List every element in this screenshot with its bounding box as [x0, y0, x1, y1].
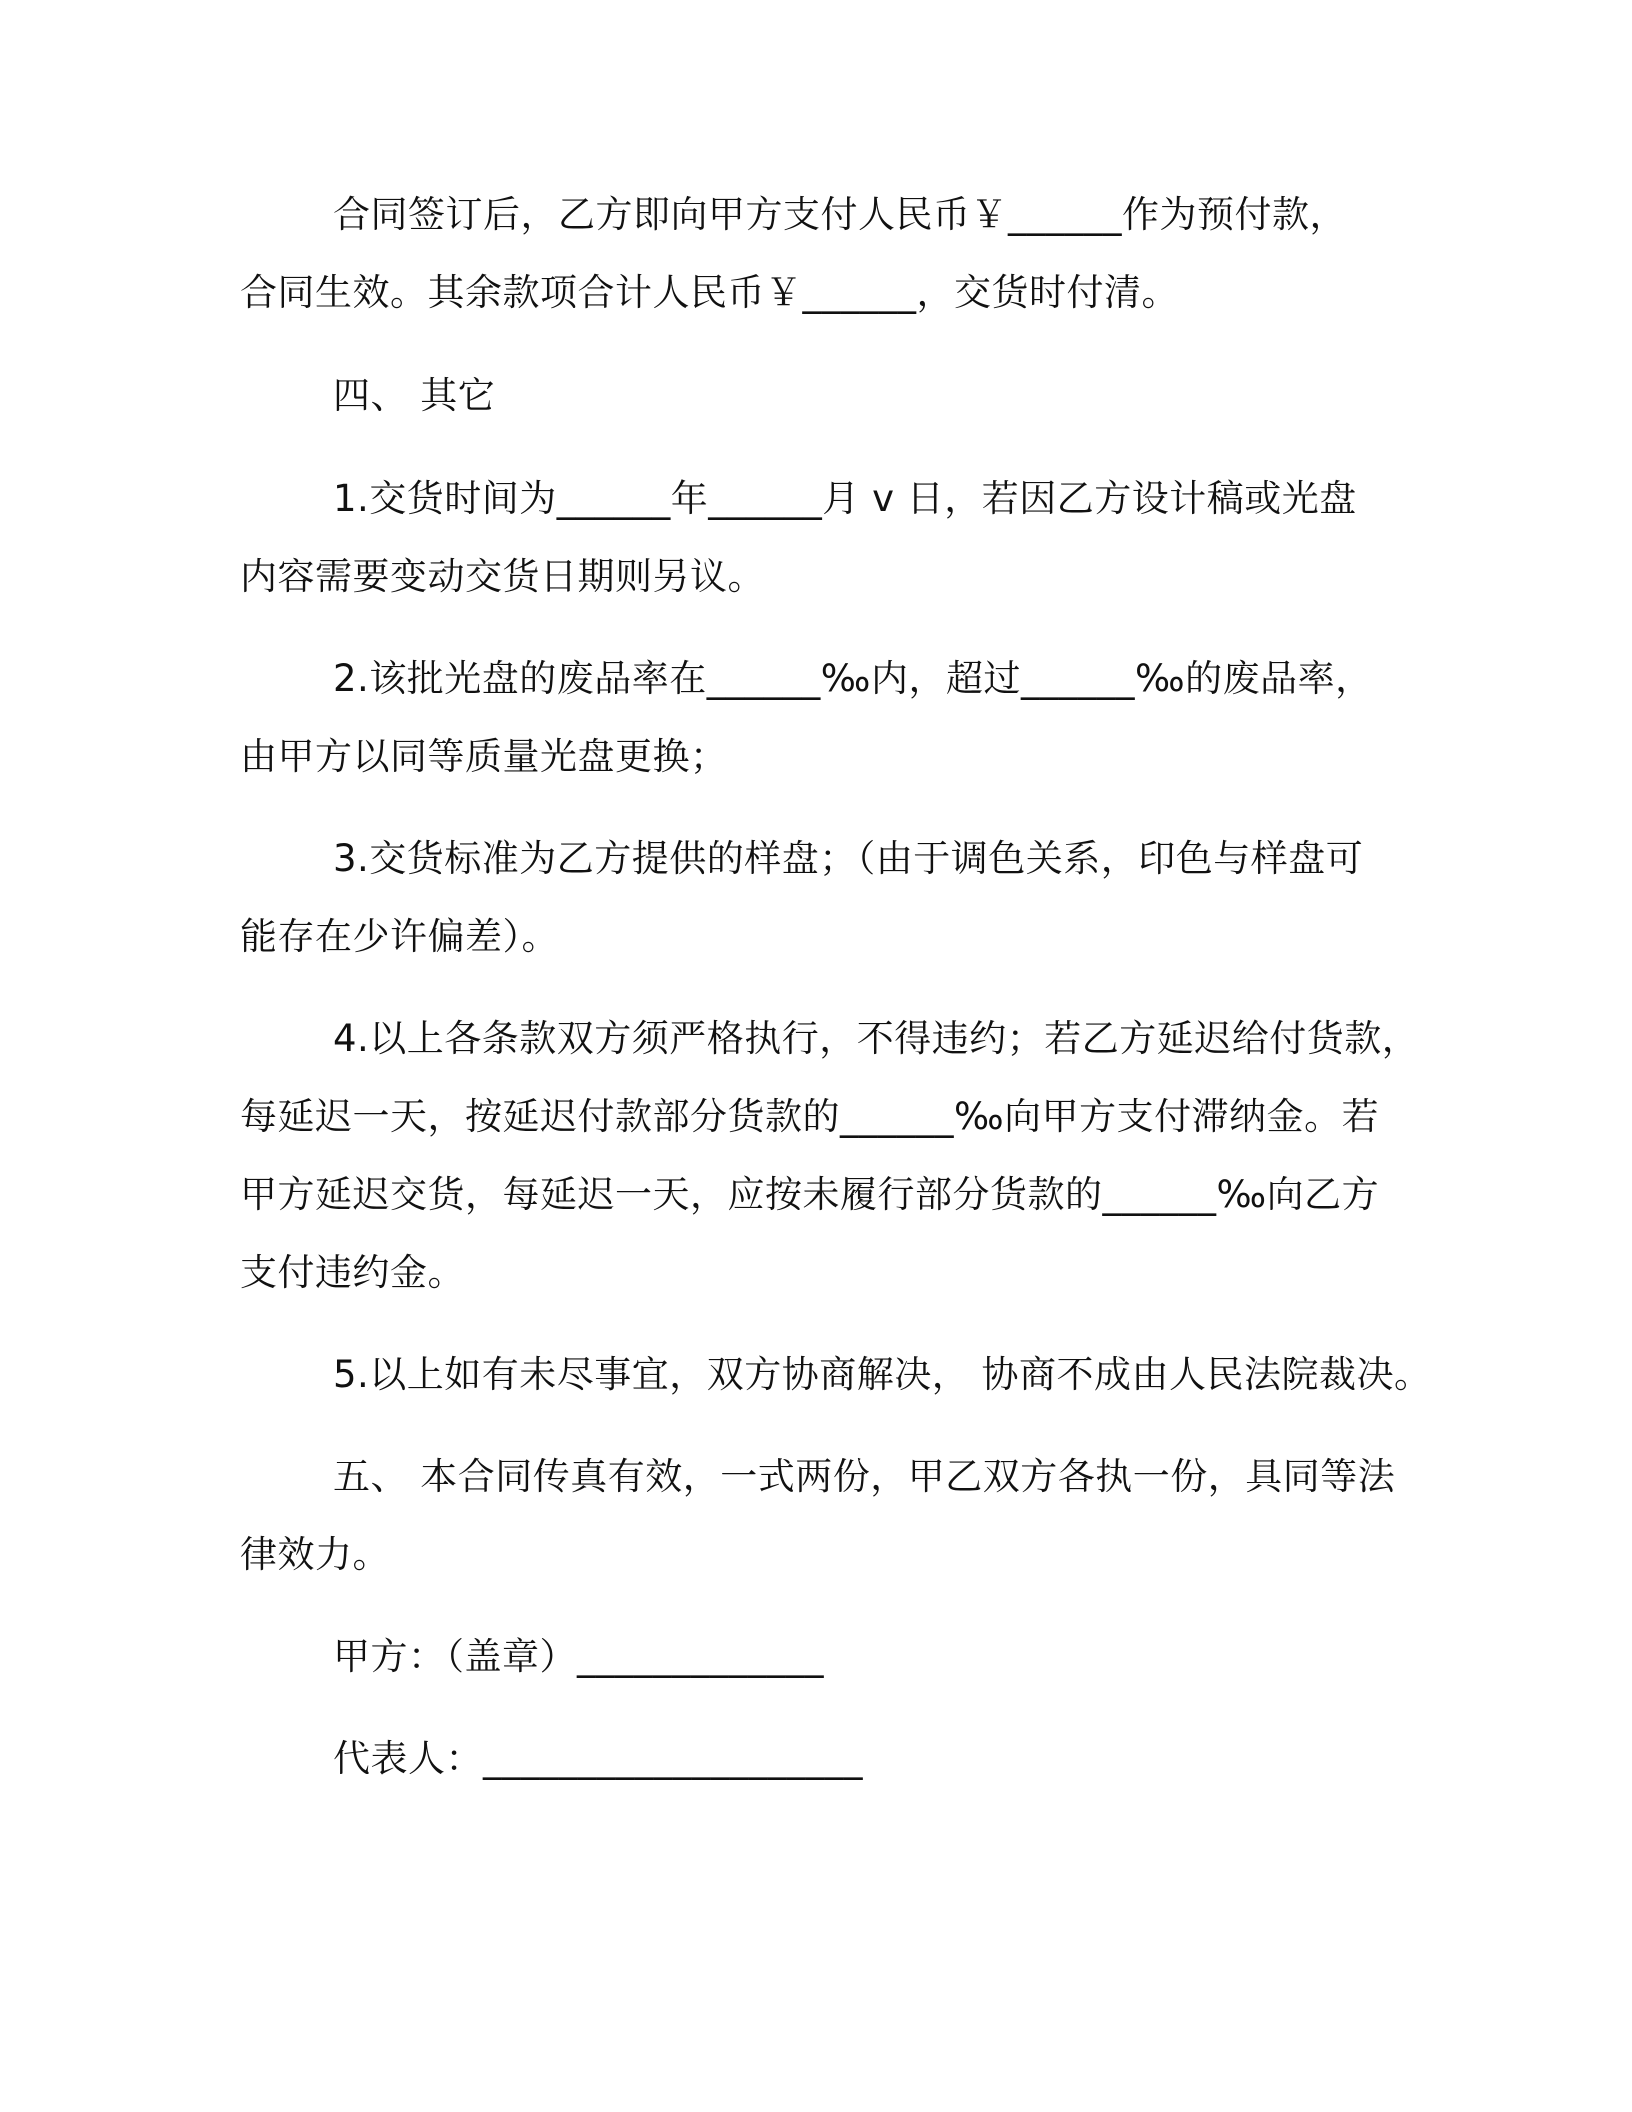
item-3-line-1: 3.交货标准为乙方提供的样盘；（由于调色关系，印色与样盘可: [333, 837, 1364, 880]
payment-line-1: 合同签订后，乙方即向甲方支付人民币￥______作为预付款，: [333, 193, 1347, 236]
item-3-line-2: 能存在少许偏差）。: [240, 915, 559, 958]
section-five-line-1: 五、 本合同传真有效，一式两份，甲乙双方各执一份，具同等法: [333, 1455, 1396, 1498]
item-1-line-1: 1.交货时间为______年______月 v 日，若因乙方设计稿或光盘: [333, 477, 1357, 520]
section-five-line-2: 律效力。: [240, 1533, 390, 1576]
item-2-line-1: 2.该批光盘的废品率在______‰内，超过______‰的废品率，: [333, 657, 1373, 700]
item-4-line-4: 支付违约金。: [240, 1251, 465, 1294]
representative-signature: 代表人：____________________: [333, 1737, 863, 1780]
item-5-line-1: 5.以上如有未尽事宜，双方协商解决， 协商不成由人民法院裁决。: [333, 1353, 1432, 1396]
item-2-line-2: 由甲方以同等质量光盘更换；: [240, 735, 728, 778]
section-four-heading: 四、 其它: [333, 374, 496, 417]
item-4-line-3: 甲方延迟交货，每延迟一天，应按未履行部分货款的______‰向乙方: [240, 1173, 1380, 1216]
item-1-line-2: 内容需要变动交货日期则另议。: [240, 555, 765, 598]
item-4-line-1: 4.以上各条款双方须严格执行，不得违约；若乙方延迟给付货款，: [333, 1017, 1420, 1060]
item-4-line-2: 每延迟一天，按延迟付款部分货款的______‰向甲方支付滞纳金。若: [240, 1095, 1380, 1138]
payment-line-2: 合同生效。其余款项合计人民币￥______，交货时付清。: [240, 271, 1179, 314]
party-a-signature: 甲方：（盖章）_____________: [333, 1635, 824, 1678]
